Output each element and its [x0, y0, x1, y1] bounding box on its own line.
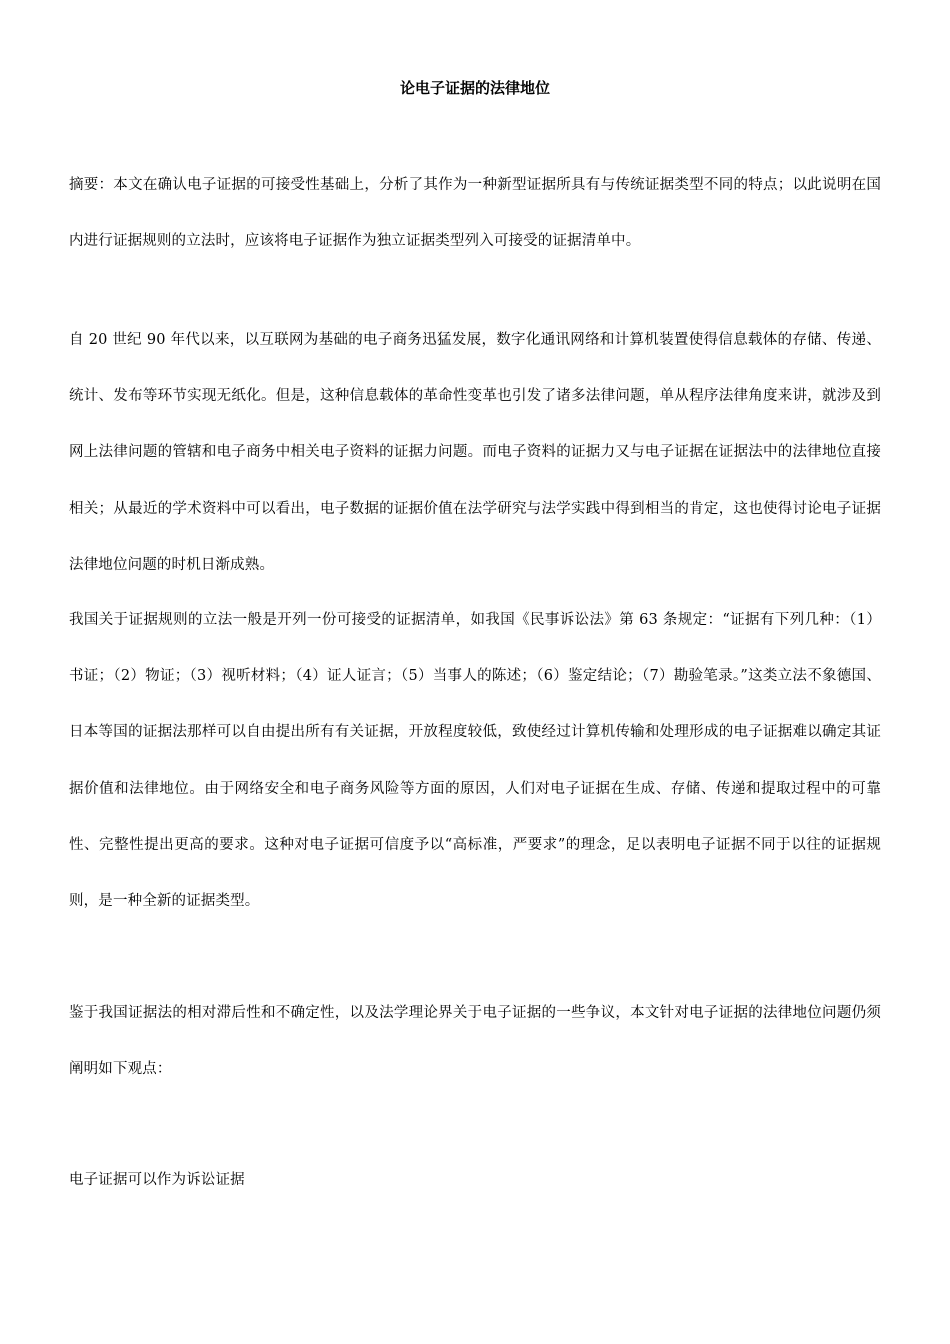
body-paragraph-3: 鉴于我国证据法的相对滞后性和不确定性，以及法学理论界关于电子证据的一些争议，本文针对电子证据的法律地位问题仍须阐明如下观点： — [69, 1005, 881, 1078]
abstract-paragraph: 摘要：本文在确认电子证据的可接受性基础上，分析了其作为一种新型证据所具有与传统证据类型不同的特点；以此说明在国内进行证据规则的立法时，应该将电子证据作为独立证据类型列入可接受的证据清单中。 — [69, 177, 881, 250]
section-heading: 电子证据可以作为诉讼证据 — [69, 1172, 245, 1188]
body-paragraph-1: 自 20 世纪 90 年代以来，以互联网为基础的电子商务迅猛发展，数字化通讯网络和计算机装置使得信息载体的存储、传递、统计、发布等环节实现无纸化。但是，这种信息载体的革命性变革也引发了诸多法律问题，单从程序法律角度来讲，就涉及到网上法律问题的管辖和电子商务中相关电子资料的证据力问题。而电子资料的证据力又与电子证据在证据法中的法律地位直接相关；从最近的学术资料中可以看出，电子数据的证据价值在法学研究与法学实践中得到相当的肯定，这也使得讨论电子证据法律地位问题的时机日渐成熟。 — [69, 332, 881, 573]
body-paragraph-2: 我国关于证据规则的立法一般是开列一份可接受的证据清单，如我国《民事诉讼法》第 63 条规定：“证据有下列几种：（1）书证；（2）物证；（3）视听材料；（4）证人证言；（5）当事人的陈述；（6）鉴定结论；（7）勘验笔录。”这类立法不象德国、日本等国的证据法那样可以自由提出所有有关证据，开放程度较低，致使经过计算机传输和处理形成的电子证据难以确定其证据价值和法律地位。由于网络安全和电子商务风险等方面的原因，人们对电子证据在生成、存储、传递和提取过程中的可靠性、完整性提出更高的要求。这种对电子证据可信度予以“高标准，严要求”的理念，足以表明电子证据不同于以往的证据规则，是一种全新的证据类型。 — [69, 612, 881, 910]
page-title: 论电子证据的法律地位 — [399, 79, 550, 97]
